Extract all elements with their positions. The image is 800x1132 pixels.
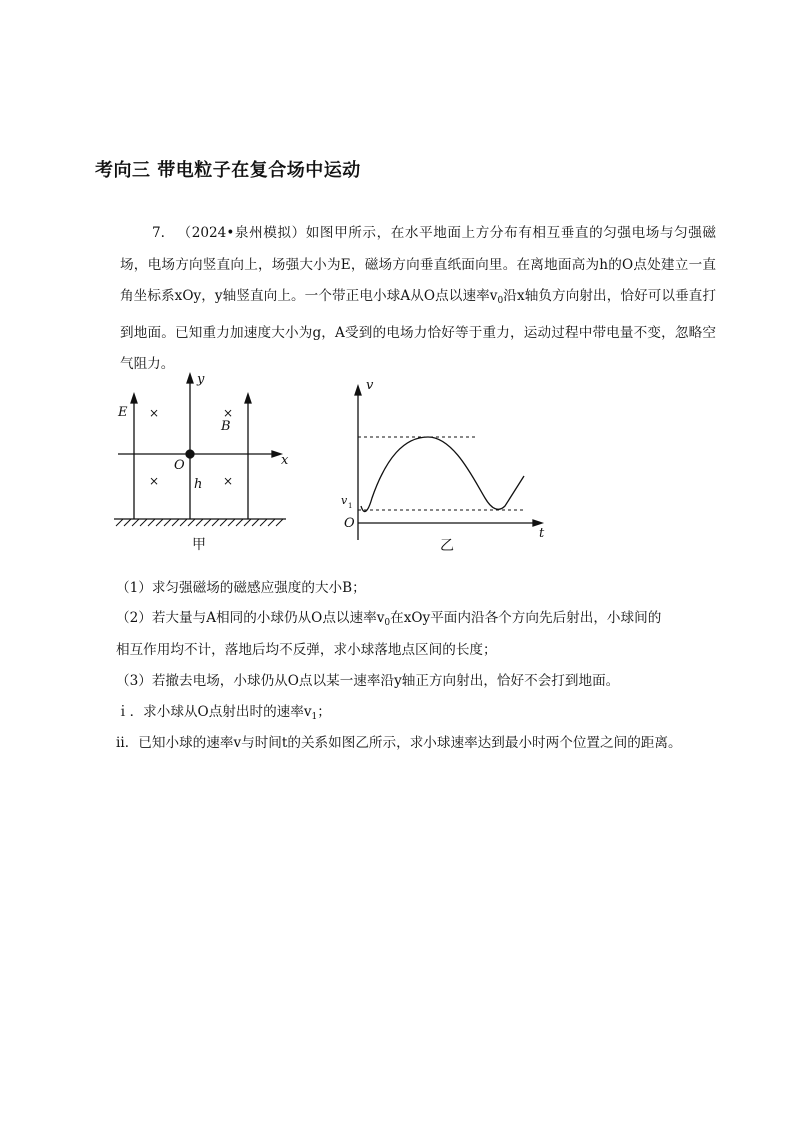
problem-intro: 如图甲所示，在水平地面上方分布有相互垂直的匀强电场与匀强磁场，电场方向竖直向上，场强大小为E，磁场方向垂直纸面向里。在离地面高为h的O点处建立一直角坐标系xOy，y轴竖直向上。一个带正电小球A从O点以速率v	[120, 225, 716, 304]
cross-mark-4: ×	[223, 474, 234, 488]
problem-v0-subscript: 0	[497, 296, 504, 306]
label-E: E	[118, 405, 128, 420]
figure-svg	[110, 368, 550, 558]
label-O-yi: O	[344, 516, 355, 531]
label-x: x	[281, 453, 289, 468]
question-3-i-subscript: 1	[311, 712, 318, 722]
speed-curve	[361, 437, 524, 512]
question-3: （3）若撤去电场，小球仍从O点以某一速率沿y轴正方向射出，恰好不会打到地面。	[116, 673, 620, 689]
y-axis-arrow-icon	[187, 374, 193, 383]
cross-mark-1: ×	[149, 406, 160, 420]
label-t: t	[539, 526, 545, 541]
label-y: y	[197, 372, 205, 387]
question-2-part-b: 在xOy平面内沿各个方向先后射出，小球间的	[390, 610, 662, 626]
question-2-part-a: （2）若大量与A相同的小球仍从O点以速率v	[116, 610, 385, 626]
figure-yi	[355, 386, 542, 540]
figures	[110, 368, 550, 558]
question-2-continued: 相互作用均不计，落地后均不反弹，求小球落地点区间的长度；	[116, 642, 497, 658]
x-axis-arrow-icon	[272, 451, 281, 457]
field-arrow-right-icon	[245, 394, 251, 403]
caption-yi: 乙	[440, 538, 454, 554]
cross-mark-3: ×	[149, 474, 160, 488]
label-v1: v	[341, 494, 348, 507]
label-B: B	[221, 419, 231, 434]
ground-hatching	[116, 519, 283, 526]
problem-intro-rest: 沿x轴负方向射出，恰好可以垂直打到地面。已知重力加速度大小为g，A受到的电场力恰好等于重力，运动过程中带电量不变，忽略空气阻力。	[120, 288, 717, 372]
v-axis-arrow-icon	[355, 386, 361, 395]
question-3-i	[116, 702, 716, 727]
field-arrow-left-icon	[131, 394, 137, 403]
label-v: v	[366, 378, 374, 393]
question-2	[116, 608, 716, 633]
problem-number: 7.	[152, 225, 165, 241]
caption-jia: 甲	[192, 537, 206, 553]
problem-source: （2024•泉州模拟）	[176, 225, 306, 241]
problem-statement	[120, 218, 716, 381]
label-O: O	[174, 458, 185, 473]
question-1: （1）求匀强磁场的磁感应强度的大小B；	[116, 580, 366, 596]
question-3-i-text: ｉ．求小球从O点射出时的速率v	[116, 704, 312, 720]
question-3-i-end: ；	[317, 704, 331, 720]
origin-point	[186, 450, 194, 458]
question-3-ii: ⅱ．已知小球的速率v与时间t的关系如图乙所示，求小球速率达到最小时两个位置之间的距离。	[116, 735, 682, 751]
section-title: 考向三 带电粒子在复合场中运动	[95, 160, 361, 181]
label-v1-subscript: 1	[348, 502, 353, 510]
question-2-v0-subscript: 0	[384, 618, 391, 628]
cross-mark-2: ×	[223, 406, 234, 420]
label-h: h	[194, 477, 203, 492]
figure-jia	[114, 374, 286, 526]
